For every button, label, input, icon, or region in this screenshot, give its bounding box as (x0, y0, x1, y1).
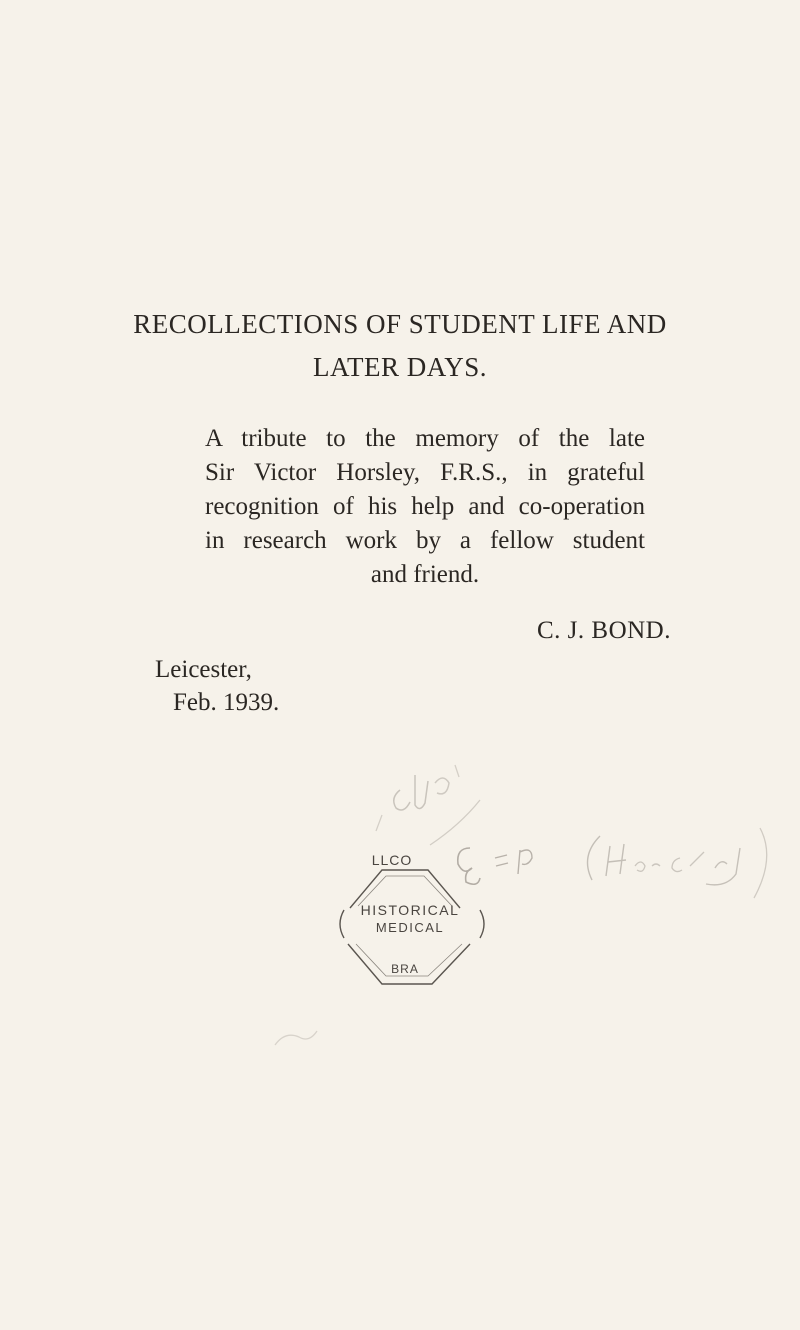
place-line: Leicester, (155, 656, 252, 683)
tribute-line: recognition of his help and co-operation (205, 493, 645, 520)
author-name: C. J. BOND. (537, 617, 671, 644)
title-line-2: LATER DAYS. (312, 352, 488, 382)
library-stamp (320, 848, 500, 1008)
tribute-line: Sir Victor Horsley, F.R.S., in grateful (205, 459, 645, 486)
tribute-line: and friend. (370, 561, 480, 588)
tribute-line: in research work by a fellow student (205, 527, 645, 554)
stamp-medical-text: MEDICAL (375, 920, 445, 935)
date-line: Feb. 1939. (173, 689, 280, 716)
stamp-historical-text: HISTORICAL (360, 902, 460, 918)
tribute-paragraph (205, 422, 645, 592)
tribute-line: A tribute to the memory of the late (205, 425, 645, 452)
title-line-1: RECOLLECTIONS OF STUDENT LIFE AND (133, 309, 667, 339)
stamp-top-text: LLCO (371, 852, 413, 868)
stamp-bottom-text: BRA (391, 962, 419, 976)
faint-stray-mark (265, 1015, 325, 1055)
